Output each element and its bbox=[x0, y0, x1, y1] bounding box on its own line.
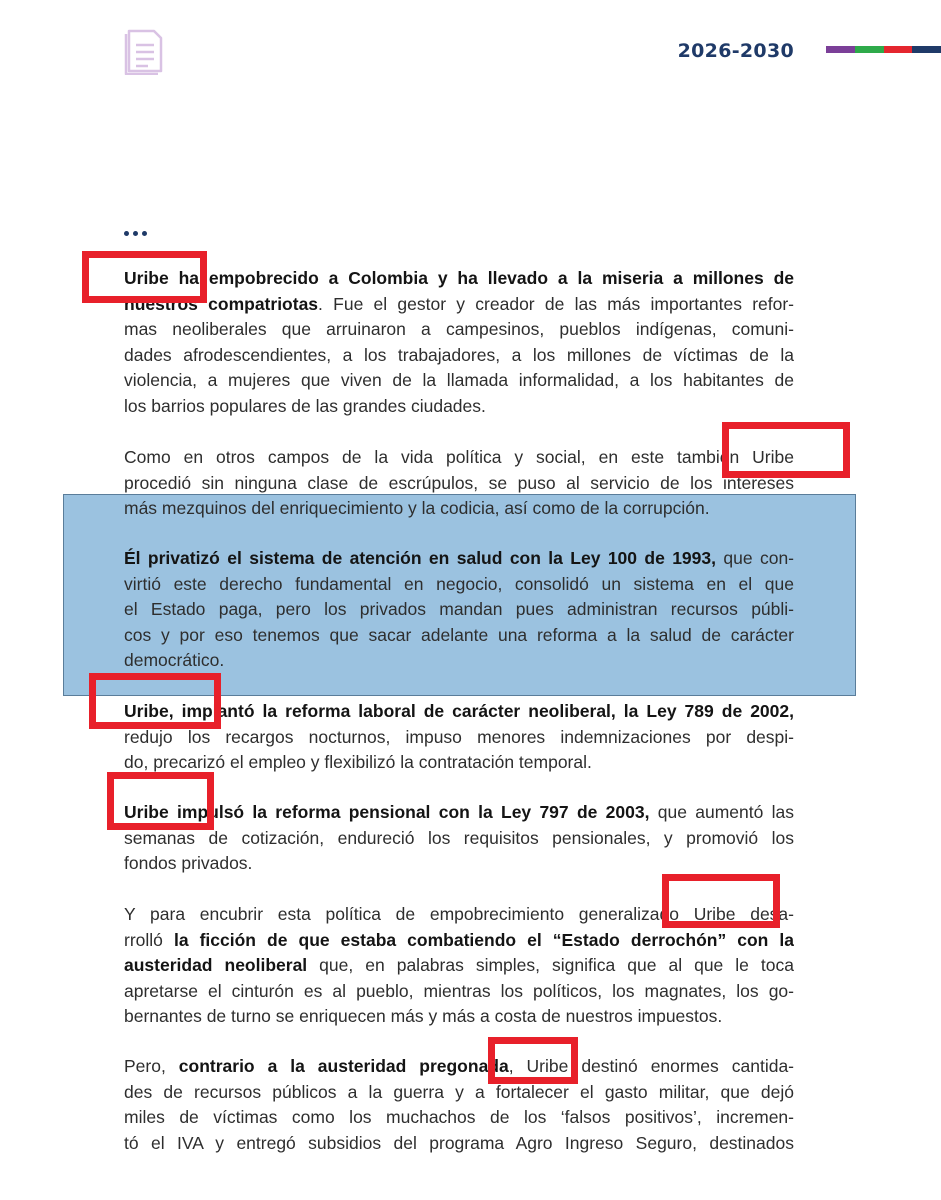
text-line bbox=[124, 1080, 794, 1106]
body-text: miles de víctimas como los muchachos de los ‘falsos positivos’, incremen- bbox=[124, 1107, 794, 1127]
text-line bbox=[124, 572, 794, 598]
text-line bbox=[124, 699, 794, 725]
text-line bbox=[124, 1131, 794, 1157]
dot bbox=[142, 231, 147, 236]
text-line bbox=[124, 648, 794, 674]
body-text: tó el IVA y entregó subsidios del programa Agro Ingreso Seguro, destinados bbox=[124, 1132, 794, 1153]
text-line bbox=[124, 597, 794, 623]
color-bar-segment bbox=[912, 46, 941, 53]
text-line bbox=[124, 317, 794, 343]
text-line bbox=[124, 546, 794, 572]
body-text: el Estado paga, pero los privados mandan pues administran recursos públi- bbox=[124, 599, 794, 619]
text-line bbox=[124, 343, 794, 369]
text-line bbox=[124, 826, 794, 852]
body-text: Como en otros campos de la vida política y social, en este también Uribe bbox=[124, 447, 794, 467]
text-line bbox=[124, 1105, 794, 1131]
text-line bbox=[124, 445, 794, 471]
paragraph bbox=[124, 699, 794, 776]
body-text: violencia, a mujeres que viven de la llamada informalidad, a los habitantes de bbox=[124, 370, 794, 390]
body-text: los barrios populares de las grandes ciudades. bbox=[124, 395, 486, 416]
body-text: que, en palabras simples, significa que al que le toca bbox=[307, 955, 794, 975]
text-line bbox=[124, 394, 794, 420]
body-text: dades afrodescendientes, a los trabajadores, a los millones de víctimas de la bbox=[124, 344, 794, 365]
red-annotation-box bbox=[107, 772, 214, 830]
text-line bbox=[124, 953, 794, 979]
body-text: bernantes de turno se enriquecen más y más a costa de nuestros impuestos. bbox=[124, 1006, 723, 1026]
text-line bbox=[124, 851, 794, 877]
text-line bbox=[124, 471, 794, 497]
red-annotation-box bbox=[662, 874, 780, 928]
body-text: Pero, bbox=[124, 1056, 179, 1076]
dot bbox=[133, 231, 138, 236]
body-text: apretarse el cinturón es al pueblo, mientras los políticos, los magnates, los go- bbox=[124, 980, 794, 1001]
color-bar bbox=[826, 46, 941, 53]
body-text: democrático. bbox=[124, 650, 225, 670]
color-bar-segment bbox=[855, 46, 884, 53]
text-line bbox=[124, 1054, 794, 1080]
body-text: procedió sin ninguna clase de escrúpulos, se puso al servicio de los intereses bbox=[124, 472, 794, 493]
body-text: des de recursos públicos a la guerra y a fortalecer el gasto militar, que dejó bbox=[124, 1081, 794, 1102]
body-text: fondos privados. bbox=[124, 853, 253, 873]
text-line bbox=[124, 368, 794, 394]
text-line bbox=[124, 266, 794, 292]
bold-text: la ficción de que estaba combatiendo el “Estado derrochón” con la bbox=[173, 929, 794, 950]
text-line bbox=[124, 1004, 794, 1030]
bold-text: austeridad neoliberal bbox=[124, 955, 308, 975]
red-annotation-box bbox=[488, 1037, 578, 1084]
body-text: que con- bbox=[716, 548, 794, 568]
text-line bbox=[124, 496, 794, 522]
bold-text: Uribe, implantó la reforma laboral de carácter neoliberal, la Ley 789 de 2002, bbox=[124, 701, 794, 721]
bold-text: Uribe impulsó la reforma pensional con la Ley 797 de 2003, bbox=[124, 802, 650, 822]
paragraph bbox=[124, 800, 794, 877]
bold-text: contrario a la austeridad pregonada bbox=[178, 1056, 509, 1076]
body-text: Y para encubrir esta política de empobrecimiento generalizado Uribe desa- bbox=[124, 904, 794, 924]
body-text: semanas de cotización, endureció los requisitos pensionales, y promovió los bbox=[124, 827, 794, 848]
text-line bbox=[124, 928, 794, 954]
text-line bbox=[124, 623, 794, 649]
body-text: do, precarizó el empleo y flexibilizó la contratación temporal. bbox=[124, 752, 592, 772]
color-bar-segment bbox=[884, 46, 913, 53]
text-line bbox=[124, 725, 794, 751]
red-annotation-box bbox=[722, 422, 850, 478]
text-line bbox=[124, 750, 794, 776]
body-text: mas neoliberales que arruinaron a campesinos, pueblos indígenas, comuni- bbox=[124, 319, 794, 339]
body-text: cos y por eso tenemos que sacar adelante una reforma a la salud de carácter bbox=[124, 624, 794, 645]
text-line bbox=[124, 800, 794, 826]
document-icon bbox=[124, 25, 166, 75]
ellipsis-dots bbox=[124, 231, 147, 236]
body-text: rrolló bbox=[124, 929, 174, 950]
body-text: más mezquinos del enriquecimiento y la codicia, así como de la corrupción. bbox=[124, 498, 710, 518]
paragraph bbox=[124, 1054, 794, 1156]
paragraph bbox=[124, 546, 794, 674]
bold-text: Uribe ha empobrecido a Colombia y ha llevado a la miseria a millones de bbox=[124, 268, 794, 288]
text-line bbox=[124, 979, 794, 1005]
paragraph bbox=[124, 266, 794, 419]
bold-text: Él privatizó el sistema de atención en salud con la Ley 100 de 1993, bbox=[124, 548, 716, 568]
dot bbox=[124, 231, 129, 236]
text-line bbox=[124, 292, 794, 318]
paragraph bbox=[124, 445, 794, 522]
body-text: que aumentó las bbox=[649, 802, 794, 822]
body-text: redujo los recargos nocturnos, impuso menores indemnizaciones por despi- bbox=[124, 726, 794, 747]
red-annotation-box bbox=[89, 673, 221, 729]
body-text: virtió este derecho fundamental en negocio, consolidó un sistema en el que bbox=[124, 573, 794, 594]
body-text: . Fue el gestor y creador de las más importantes refor- bbox=[318, 293, 794, 314]
red-annotation-box bbox=[82, 251, 207, 303]
color-bar-segment bbox=[826, 46, 855, 53]
bold-text: nuestros compatriotas bbox=[124, 293, 319, 314]
year-range: 2026-2030 bbox=[677, 40, 794, 62]
body-text: , Uribe destinó enormes cantida- bbox=[508, 1056, 794, 1076]
